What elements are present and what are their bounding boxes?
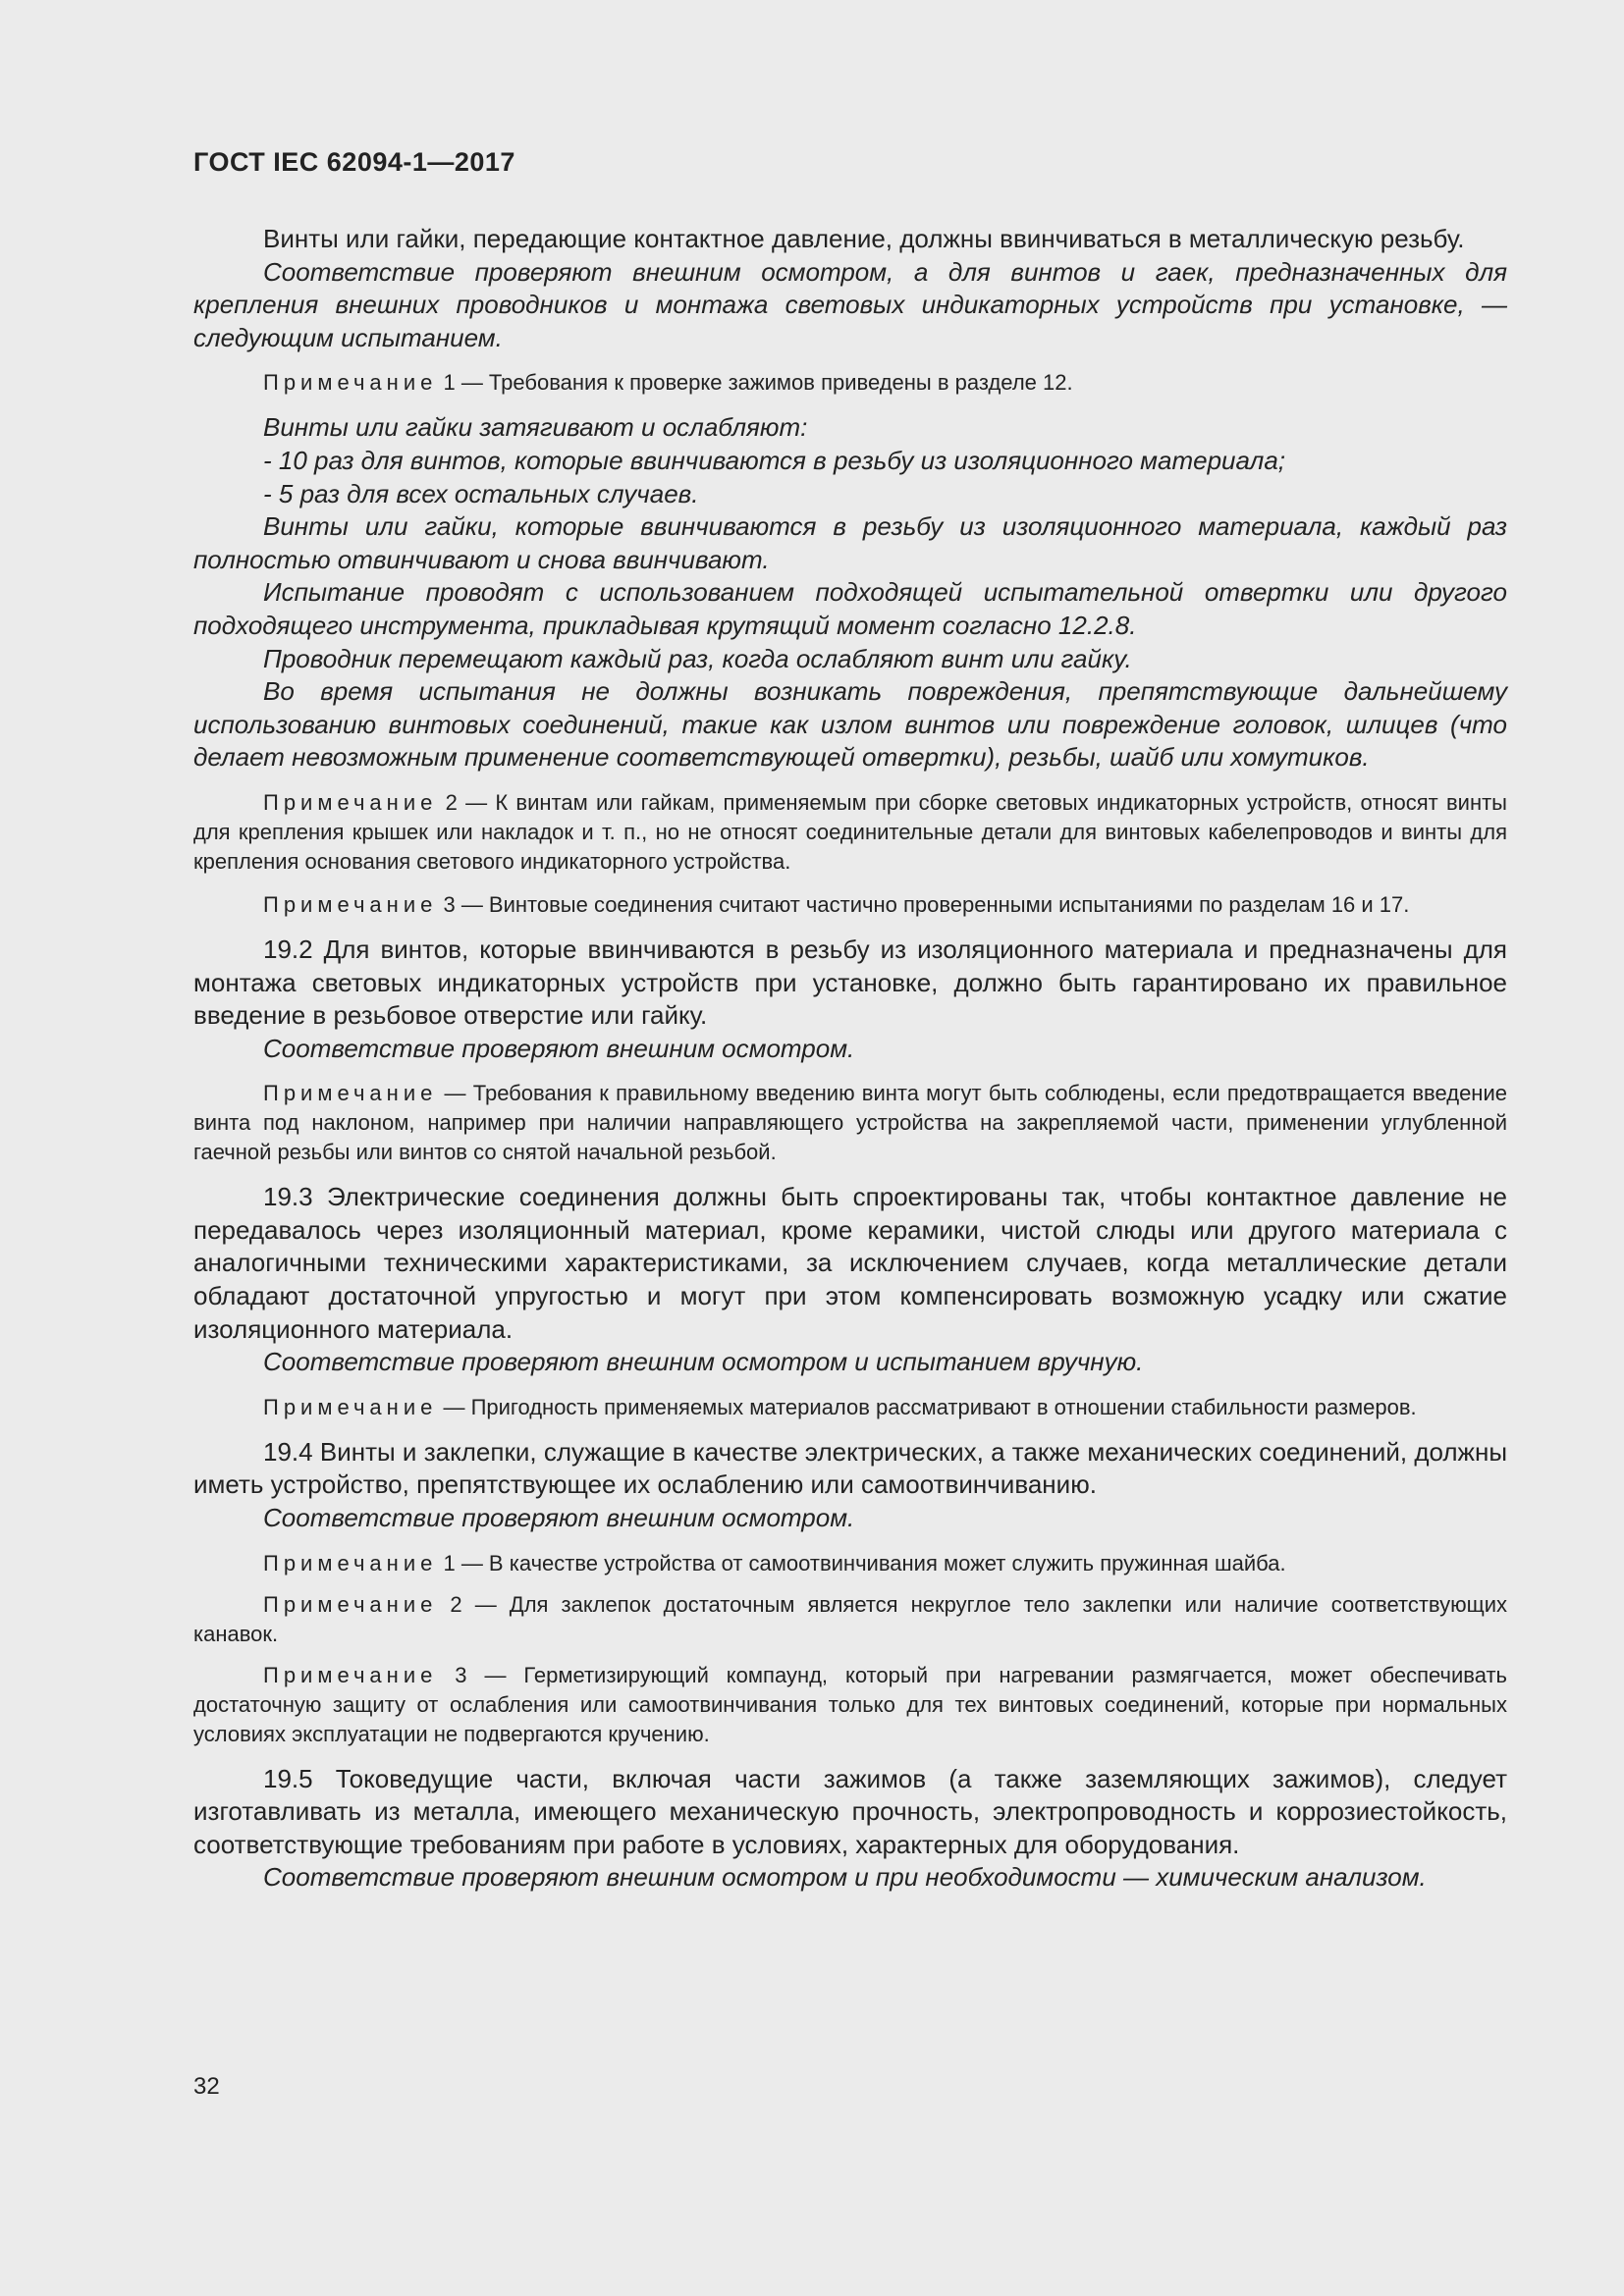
note [193,1549,1507,1578]
note-text: 1 — Требования к проверке зажимов приведены в разделе 12. [443,370,1073,396]
document-header: ГОСТ IEC 62094-1—2017 [193,147,515,177]
paragraph-compliance: Соответствие проверяют внешним осмотром. [263,1503,855,1533]
note-text: 2 — К винтам или гайкам, применяемым при сборке световых индикаторных устройств, относят винты для крепления крышек или накладок и т. п., но не относят соединительные детали для винтовых кабелепроводов и винты для крепления основания светового индикаторного устройства. [193,789,1507,874]
clause-19-4: 19.4 Винты и заклепки, служащие в качестве электрических, а также механических соединений, должны иметь устройство, препятствующее их ослаблению или самоотвинчиванию. [193,1436,1507,1500]
paragraph-test: Проводник перемещают каждый раз, когда ослабляют винт или гайку. [263,643,1132,673]
document-body [193,223,1507,1895]
paragraph-compliance: Соответствие проверяют внешним осмотром и при необходимости — химическим анализом. [263,1862,1427,1893]
note-label: Примечание [263,1591,438,1617]
note [193,890,1507,920]
paragraph-compliance: Соответствие проверяют внешним осмотром и испытанием вручную. [263,1347,1144,1377]
paragraph-test: Винты или гайки, которые ввинчиваются в резьбу из изоляционного материала, каждый раз полностью отвинчивают и снова ввинчивают. [193,511,1507,574]
list-item: - 10 раз для винтов, которые ввинчиваются в резьбу из изоляционного материала; [263,445,1286,475]
note-text: 2 — Для заклепок достаточным является некруглое тело заклепки или наличие соответствующих канавок. [193,1591,1507,1646]
note-label: Примечание [263,1394,438,1419]
clause-19-3: 19.3 Электрические соединения должны быть спроектированы так, чтобы контактное давление не передавалось через изоляционный материал, кроме керамики, чистой слюды или другого материала с аналогичными техническими характеристиками, за исключением случаев, когда металлические детали обладают достаточной упругостью и могут при этом компенсировать возможную усадку или сжатие изоляционного материала. [193,1182,1507,1344]
note [193,1079,1507,1167]
note-label: Примечание [263,370,438,396]
note-label: Примечание [263,891,438,917]
note-label: Примечание [263,1081,438,1106]
note-label: Примечание [263,1550,438,1575]
note [193,1661,1507,1749]
clause-19-2: 19.2 Для винтов, которые ввинчиваются в резьбу из изоляционного материала и предназначены для монтажа световых индикаторных устройств при установке, должно быть гарантировано их правильное введение в резьбовое отверстие или гайку. [193,934,1507,1031]
note-label: Примечание [263,1662,438,1687]
note-label: Примечание [263,789,438,815]
note-text: — Пригодность применяемых материалов рассматривают в отношении стабильности размеров. [443,1394,1417,1419]
note [193,1590,1507,1649]
note [193,1393,1507,1422]
paragraph-compliance: Соответствие проверяют внешним осмотром, а для винтов и гаек, предназначенных для крепления внешних проводников и монтажа световых индикаторных устройств при установке, — следующим испытанием. [193,256,1507,352]
clause-19-5: 19.5 Токоведущие части, включая части зажимов (а также заземляющих зажимов), следует изготавливать из металла, имеющего механическую прочность, электропроводность и коррозиестойкость, соответствующие требованиям при работе в условиях, характерных для оборудования. [193,1763,1507,1859]
paragraph-test: Во время испытания не должны возникать повреждения, препятствующие дальнейшему использованию винтовых соединений, такие как излом винтов или повреждение головок, шлицев (что делает невозможным применение соответствующей отвертки), резьбы, шайб или хомутиков. [193,676,1507,773]
page-number: 32 [193,2073,220,2100]
note [193,368,1507,398]
paragraph-compliance: Соответствие проверяют внешним осмотром. [263,1033,855,1063]
list-item: - 5 раз для всех остальных случаев. [263,478,699,508]
paragraph: Винты или гайки, передающие контактное давление, должны ввинчиваться в металлическую резьбу. [263,224,1465,253]
note-text: 3 — Герметизирующий компаунд, который при нагревании размягчается, может обеспечивать достаточную защиту от ослабления или самоотвинчивания только для тех винтовых соединений, которые при нормальных условиях эксплуатации не подвергаются кручению. [193,1662,1507,1746]
note-text: 1 — В качестве устройства от самоотвинчивания может служить пружинная шайба. [443,1550,1286,1575]
note-text: — Требования к правильному введению винта могут быть соблюдены, если предотвращается введение винта под наклоном, например при наличии направляющего устройства на закрепляемой части, применении углубленной гаечной резьбы или винтов со снятой начальной резьбой. [193,1081,1507,1165]
note-text: 3 — Винтовые соединения считают частично проверенными испытаниями по разделам 16 и 17. [443,891,1410,917]
note [193,788,1507,877]
paragraph-test: Испытание проводят с использованием подходящей испытательной отвертки или другого подходящего инструмента, прикладывая крутящий момент согласно 12.2.8. [193,577,1507,640]
paragraph-test: Винты или гайки затягивают и ослабляют: [263,412,808,443]
